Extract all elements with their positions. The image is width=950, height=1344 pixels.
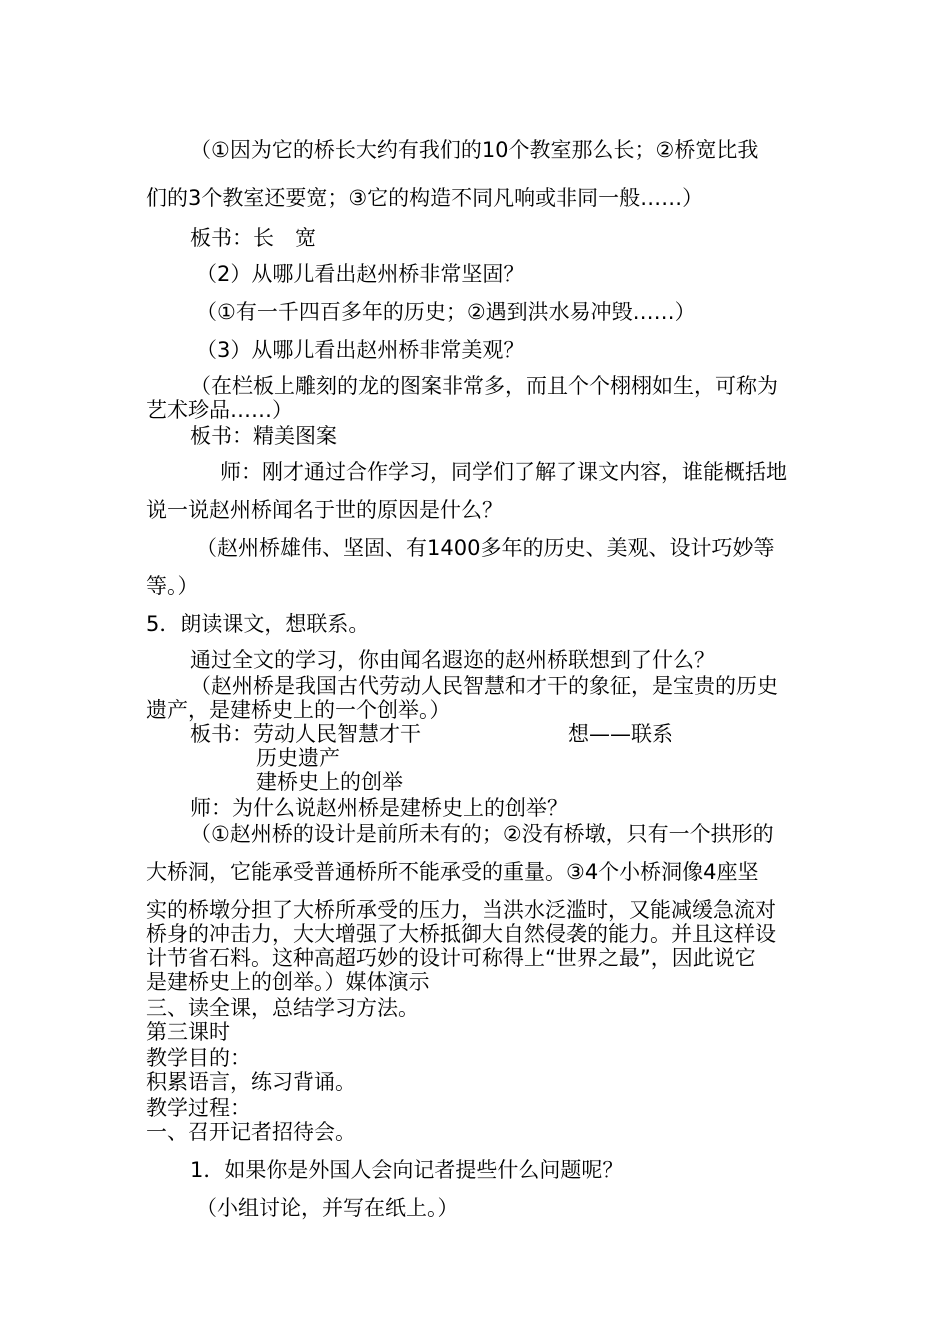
text-line: 大桥洞，它能承受普通桥所不能承受的重量。③4个小桥洞像4座坚	[146, 860, 759, 884]
text-line: 想——联系	[568, 722, 673, 746]
text-line: 板书：劳动人民智慧才干	[190, 722, 421, 746]
text-line: 教学过程：	[146, 1096, 251, 1120]
text-line: 教学目的：	[146, 1046, 251, 1070]
text-line: 们的3个教室还要宽；③它的构造不同凡响或非同一般……）	[146, 186, 704, 210]
text-line: 第三课时	[146, 1020, 230, 1044]
text-line: （①因为它的桥长大约有我们的10个教室那么长；②桥宽比我	[190, 138, 759, 162]
text-line: 师：刚才通过合作学习，同学们了解了课文内容，谁能概括地	[220, 460, 787, 484]
text-line: （①赵州桥的设计是前所未有的；②没有桥墩，只有一个拱形的	[190, 822, 774, 846]
text-line: 师：为什么说赵州桥是建桥史上的创举？	[190, 796, 568, 820]
text-line: 1．如果你是外国人会向记者提些什么问题呢？	[190, 1158, 624, 1182]
text-line: 桥身的冲击力，大大增强了大桥抵御大自然侵袭的能力。并且这样设	[146, 922, 776, 946]
text-line: 5．朗读课文，想联系。	[146, 612, 370, 636]
text-line: 一、召开记者招待会。	[146, 1120, 356, 1144]
text-line: 积累语言，练习背诵。	[146, 1070, 356, 1094]
text-line: 实的桥墩分担了大桥所承受的压力，当洪水泛滥时，又能减缓急流对	[146, 898, 776, 922]
text-line: （在栏板上雕刻的龙的图案非常多，而且个个栩栩如生，可称为	[190, 374, 778, 398]
text-line: 等。）	[146, 574, 199, 598]
text-line: 计节省石料。这种高超巧妙的设计可称得上“世界之最”，因此说它	[146, 946, 756, 970]
text-line: （赵州桥雄伟、坚固、有1400多年的历史、美观、设计巧妙等	[196, 536, 775, 560]
text-line: （赵州桥是我国古代劳动人民智慧和才干的象征，是宝贵的历史	[190, 674, 778, 698]
text-line: （①有一千四百多年的历史；②遇到洪水易冲毁……）	[196, 300, 696, 324]
text-line: 板书：精美图案	[190, 424, 337, 448]
text-line: 通过全文的学习，你由闻名遐迩的赵州桥联想到了什么？	[190, 648, 715, 672]
text-line: （2）从哪儿看出赵州桥非常坚固？	[196, 262, 525, 286]
text-line: （3）从哪儿看出赵州桥非常美观？	[196, 338, 525, 362]
text-line: 艺术珍品……）	[146, 398, 293, 422]
text-line: 建桥史上的创举	[256, 770, 403, 794]
text-line: 遗产，是建桥史上的一个创举。）	[146, 698, 451, 722]
text-line: 三、读全课，总结学习方法。	[146, 996, 419, 1020]
text-line: （小组讨论，并写在纸上。）	[196, 1196, 459, 1220]
text-line: 是建桥史上的创举。）媒体演示	[146, 970, 430, 994]
text-line: 说一说赵州桥闻名于世的原因是什么？	[146, 498, 503, 522]
text-line: 历史遗产	[256, 746, 340, 770]
text-line: 板书：长 宽	[190, 226, 316, 250]
